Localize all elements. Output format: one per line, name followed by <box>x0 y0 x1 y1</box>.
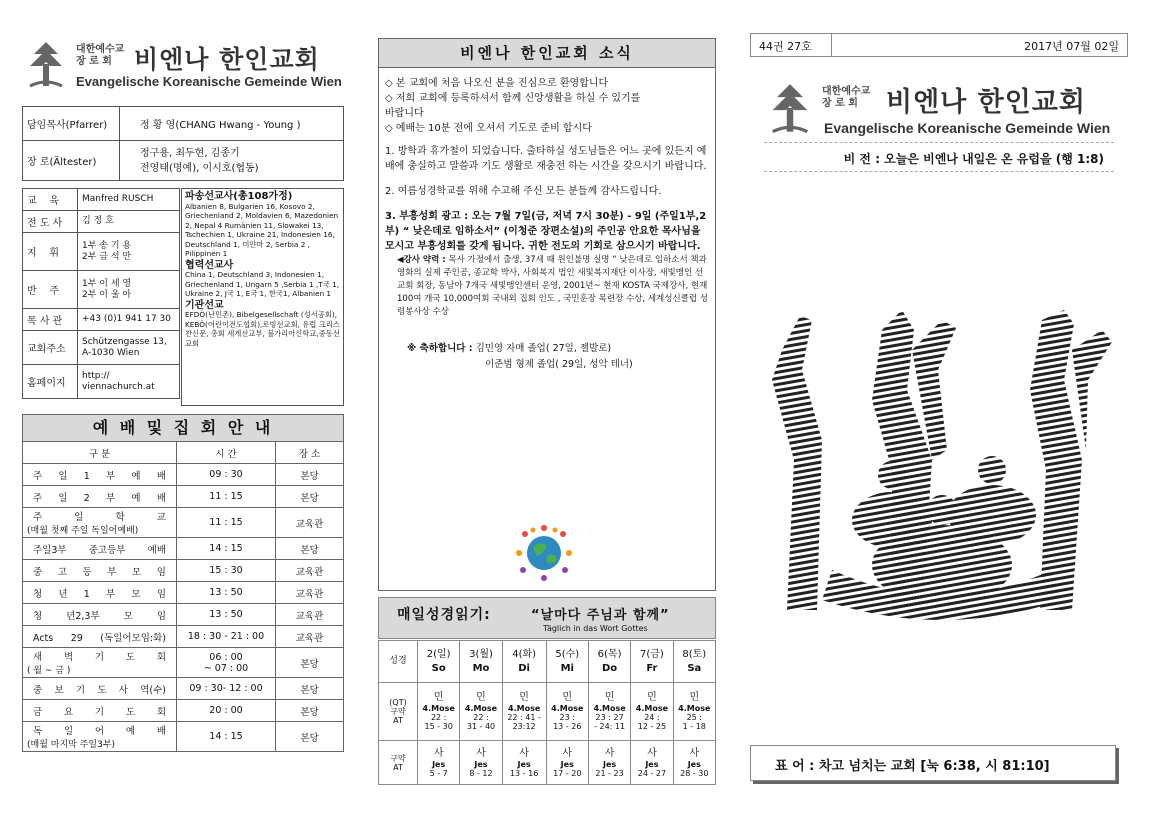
service-time: 13 : 50 <box>177 582 276 604</box>
reading-day-ko: 2(일) <box>426 648 451 660</box>
reading-cell <box>502 683 546 741</box>
role-value: Manfred RUSCH <box>78 189 180 211</box>
news-intro-2: ◇ 저희 교회에 등록하셔서 함께 신앙생활을 하실 수 있기를 <box>385 93 641 104</box>
reading-cell-book-de: 4.Mose <box>635 704 669 713</box>
reading-cell-verses: 5 - 7 <box>429 768 448 778</box>
cover-logo-denomination-2: 장 로 회 <box>822 98 858 109</box>
service-time: 13 : 50 <box>177 604 276 626</box>
service-place: 본당 <box>276 538 344 560</box>
service-name <box>23 700 177 722</box>
reading-cell-book-de: Jes <box>603 759 617 769</box>
service-time: 09 : 30- 12 : 00 <box>177 678 276 700</box>
reading-cell-book-de: 4.Mose <box>422 704 455 713</box>
reading-cell <box>460 683 502 741</box>
support-missionary-title: 협력선교사 <box>185 259 234 271</box>
reading-cell-book-ko: 민 <box>433 692 444 703</box>
reading-day <box>673 641 715 683</box>
reading-day <box>418 641 460 683</box>
service-row <box>23 486 344 508</box>
reading-day-de: Do <box>602 662 618 674</box>
reading-cell-book-ko: 사 <box>689 747 700 759</box>
reading-cell-book-de: 4.Mose <box>593 704 626 713</box>
reading-day <box>502 641 546 683</box>
cover-illustration <box>742 310 1140 640</box>
service-name-sub: ( 월 ~ 금 ) <box>27 666 71 676</box>
news-item-3: 3. 부흥성회 광고 : 오는 7월 7일(금, 저녁 7시 30분) - 9일 (주일1부,2부) “ 낮은데로 임하소서” (이청준 장편소설)의 주인공 안요한 목사님을 모시고 부흥성회를 갖게 됩니다. 귀한 전도의 기회로 삼으시기 바랍니다. <box>385 211 707 252</box>
role-row <box>23 309 180 331</box>
role-row <box>23 233 180 271</box>
service-row <box>23 678 344 700</box>
news-item-2: 2. 여름성경학교를 위해 수고해 주신 모든 분들께 감사드립니다. <box>385 186 662 197</box>
congrats-1: 김민영 자매 졸업( 27일, 젤발로) <box>475 343 612 354</box>
reading-cell <box>546 741 588 785</box>
role-row <box>23 331 180 365</box>
tree-emblem-icon <box>22 40 70 90</box>
role-label: 교 육 <box>23 189 78 211</box>
reading-cell-book-ko: 사 <box>562 747 573 759</box>
service-name-sub: (매월 마지막 주일3부) <box>27 740 116 750</box>
services-header-time: 시 간 <box>177 442 276 464</box>
reading-cell-verses: 24 : 12 - 25 <box>637 713 667 731</box>
role-row <box>23 189 180 211</box>
news-intro-3: 바랍니다 <box>385 108 424 119</box>
service-name <box>23 722 177 752</box>
service-name <box>23 604 177 626</box>
reading-cell <box>546 683 588 741</box>
speaker-bio: 목사 가정에서 출생, 37세 때 원인불명 실명 “ 낮은데로 임하소서 책과 영화의 실제 주인공, 종교학 박사, 사회복지 법인 새빛복지재단 이사장, 새빛맹인 선교회 회장, 동남아 7개국 새빛맹인센터 운영, 2001년~ 현재 KOSTA 국제강사, 현재 100여 개국 10,000여회 국내외 집회 인도 , 국민훈장 목련장 수상, 세계성신클럽 성령봉사상 수상 <box>397 255 709 317</box>
service-row <box>23 626 344 648</box>
role-label: 목 사 관 <box>23 309 78 331</box>
news-title: 비엔나 한인교회 소식 <box>378 38 716 68</box>
services-header-kind: 구 분 <box>23 442 177 464</box>
reading-day-de: Sa <box>687 662 702 674</box>
elder-line-2: 전영태(명예), 이시호(협동) <box>140 162 259 174</box>
reading-day-ko: 5(수) <box>555 648 580 660</box>
service-place: 본당 <box>276 678 344 700</box>
service-row <box>23 604 344 626</box>
role-value[interactable]: http:// viennachurch.at <box>78 365 180 399</box>
reading-cell-verses: 22 : 15 - 30 <box>424 713 453 731</box>
service-name <box>23 678 177 700</box>
world-children-icon <box>513 520 575 582</box>
reading-cell-book-ko: 사 <box>476 747 486 759</box>
role-value: 1부 이 세 영 2부 이 울 아 <box>78 271 180 309</box>
service-name <box>23 560 177 582</box>
logo-church-name: 비엔나 한인교회 <box>134 45 320 74</box>
service-place: 교육관 <box>276 582 344 604</box>
services-header-place: 장 소 <box>276 442 344 464</box>
service-name-text: 청 년 1 부 모 임 <box>33 588 166 600</box>
service-time: 15 : 30 <box>177 560 276 582</box>
service-name-text: 주 일 학 교 <box>33 512 166 523</box>
service-place: 교육관 <box>276 560 344 582</box>
reading-row2-label: 구약 AT <box>379 741 418 785</box>
role-value: 김 정 호 <box>78 211 180 233</box>
reading-row1-label: (QT) 구약 AT <box>379 683 418 741</box>
reading-cell-verses: 24 - 27 <box>637 768 667 778</box>
service-place: 본당 <box>276 486 344 508</box>
cover-german-name: Evangelische Koreanische Gemeinde Wien <box>824 120 1111 136</box>
congrats-2: 이준범 형제 졸업( 29일, 성악 테너) <box>485 359 633 370</box>
pastor-value: 정 황 영(CHANG Hwang - Young ) <box>120 107 344 141</box>
cover-church-name: 비엔나 한인교회 <box>886 87 1086 118</box>
reading-cell-book-ko: 사 <box>433 747 444 759</box>
reading-cell-book-ko: 민 <box>519 692 529 703</box>
service-place: 교육관 <box>276 626 344 648</box>
reading-cell-verses: 25 : 1 - 18 <box>682 713 706 731</box>
reading-cell-book-de: Jes <box>687 759 701 769</box>
org-mission-list: EFDÖ(난민촌), Bibelgesellschaft (성서공회), KEBÖ(어린이전도협회),로빙선교회, 유럽 크리스찬신문, 총회 세계선교부, 불가리아신학교,중동선교회 <box>185 310 340 348</box>
reading-cell <box>588 683 630 741</box>
role-label: 반 주 <box>23 271 78 309</box>
reading-day-de: So <box>431 662 446 674</box>
reading-cell-verses: 13 - 16 <box>509 768 539 778</box>
tree-emblem-icon <box>764 82 816 136</box>
service-time: 14 : 15 <box>177 538 276 560</box>
reading-day-de: Mi <box>560 662 574 674</box>
reading-day-ko: 6(목) <box>597 648 622 660</box>
reading-day-de: Fr <box>646 662 658 674</box>
reading-cell <box>673 683 715 741</box>
service-time: 06 : 00 ~ 07 : 00 <box>177 648 276 678</box>
role-value: 1부 송 기 용 2부 금 석 만 <box>78 233 180 271</box>
reading-table <box>378 640 716 785</box>
service-row <box>23 700 344 722</box>
service-name-text: 독 일 어 예 배 <box>33 726 166 737</box>
service-name <box>23 626 177 648</box>
service-name-text: 주 일 1 부 예 배 <box>33 470 166 482</box>
reading-cell <box>673 741 715 785</box>
service-row <box>23 538 344 560</box>
service-place: 교육관 <box>276 604 344 626</box>
reading-cell-book-ko: 사 <box>604 747 615 759</box>
reading-cell-book-ko: 민 <box>689 692 700 703</box>
service-name <box>23 648 177 678</box>
motto-text: 표 어 : 차고 넘치는 교회 [눅 6:38, 시 81:10] <box>775 759 1050 774</box>
service-name-text: 금 요 기 도 회 <box>33 706 166 718</box>
org-mission-title: 기관선교 <box>185 299 224 311</box>
service-row <box>23 464 344 486</box>
vision-box <box>764 142 1114 172</box>
cover-logo <box>764 80 1124 140</box>
service-name-text: 청 년2,3부 모 임 <box>33 610 166 622</box>
logo-german-name: Evangelische Koreanische Gemeinde Wien <box>76 74 342 89</box>
reading-cell <box>502 741 546 785</box>
reading-day <box>546 641 588 683</box>
reading-cell-book-ko: 사 <box>647 747 657 759</box>
reading-cell <box>418 741 460 785</box>
role-value: Schützengasse 13, A-1030 Wien <box>78 331 180 365</box>
reading-day-ko: 8(토) <box>682 648 707 660</box>
reading-day-de: Mo <box>472 662 490 674</box>
elder-label: 장 로(Ältester) <box>23 141 120 181</box>
service-name-text: 중 고 등 부 모 임 <box>33 566 166 578</box>
issue-bar <box>750 33 1128 57</box>
service-row <box>23 722 344 752</box>
service-row <box>23 648 344 678</box>
service-name <box>23 486 177 508</box>
reading-cell-book-de: Jes <box>645 759 659 769</box>
reading-cell <box>631 741 673 785</box>
service-name-text: 주일3부 중고등부 예배 <box>33 544 166 556</box>
service-time: 11 : 15 <box>177 508 276 538</box>
service-row <box>23 508 344 538</box>
role-label: 전 도 사 <box>23 211 78 233</box>
logo-denomination-2: 장 로 회 <box>76 56 112 67</box>
reading-col-label: 성경 <box>379 641 418 683</box>
reading-cell-book-de: Jes <box>432 759 446 769</box>
service-name-text: 중 보 기 도 사 역(수) <box>33 684 166 696</box>
reading-cell-book-ko: 민 <box>647 692 657 703</box>
reading-cell-book-de: 4.Mose <box>508 704 541 713</box>
service-name <box>23 464 177 486</box>
service-place: 본당 <box>276 722 344 752</box>
sent-missionary-title: 파송선교사(총108가정) <box>185 191 293 202</box>
service-row <box>23 582 344 604</box>
reading-day-ko: 7(금) <box>640 648 664 660</box>
role-row <box>23 365 180 399</box>
roles-table <box>22 188 180 399</box>
service-time: 18 : 30 - 21 : 00 <box>177 626 276 648</box>
reading-cell-book-de: Jes <box>560 759 574 769</box>
service-name-text: 새 벽 기 도 회 <box>33 652 166 663</box>
news-intro-1: ◇ 본 교회에 처음 나오신 분을 진심으로 환영합니다 <box>385 78 609 89</box>
reading-cell-verses: 23 : 13 - 26 <box>553 713 582 731</box>
sent-missionary-list: Albanien 8, Bulgarien 16, Kosovo 2, Griechenland 2, Moldavien 6, Mazedonien 2, Nepal 4 Rumänien 11, Slowakei 13, Tschechien 1, Ukraine 21, Indonesien 16, Deutschland 1, 미얀마 2, Serbia 2 , Pilippinen 1 <box>185 201 339 258</box>
service-place: 본당 <box>276 464 344 486</box>
news-item-1: 1. 방학과 휴가철이 되었습니다. 출타하실 성도님들은 어느 곳에 있든지 예배에 충실하고 말씀과 기도 생활로 재충전 하는 시간을 갖으시기 바랍니다. <box>385 146 707 172</box>
news-box <box>378 67 716 591</box>
reading-day-ko: 3(월) <box>469 648 493 660</box>
services-table <box>22 441 344 752</box>
pastor-label: 담임목사(Pfarrer) <box>23 107 120 141</box>
reading-cell-book-ko: 사 <box>519 747 529 759</box>
role-row <box>23 271 180 309</box>
service-place: 교육관 <box>276 508 344 538</box>
reading-cell-book-ko: 민 <box>562 692 573 703</box>
reading-german: Täglich in das Wort Gottes <box>543 624 648 633</box>
service-place: 본당 <box>276 648 344 678</box>
service-name-text: Acts 29 (독일어모임:화) <box>33 632 166 644</box>
issue-date: 2017년 07월 02일 <box>1024 40 1119 53</box>
role-label: 홈페이지 <box>23 365 78 399</box>
reading-cell-verses: 23 : 27 - 24: 11 <box>594 713 626 731</box>
service-time: 14 : 15 <box>177 722 276 752</box>
vision-text: 비 전 : 오늘은 비엔나 내일은 온 유럽을 (행 1:8) <box>843 152 1104 166</box>
reading-cell <box>631 683 673 741</box>
reading-day <box>631 641 673 683</box>
motto-box <box>750 745 1116 781</box>
cover-logo-denomination-1: 대한예수교 <box>822 86 871 97</box>
reading-quote: “날마다 주님과 함께” <box>531 608 670 623</box>
service-time: 20 : 00 <box>177 700 276 722</box>
role-label: 교회주소 <box>23 331 78 365</box>
issue-number: 44권 27호 <box>759 40 812 53</box>
reading-cell <box>588 741 630 785</box>
role-value: +43 (0)1 941 17 30 <box>78 309 180 331</box>
reading-cell-book-de: 4.Mose <box>464 704 498 713</box>
reading-cell-verses: 8 - 12 <box>469 768 493 778</box>
mission-box <box>181 188 344 406</box>
reading-day <box>588 641 630 683</box>
reading-cell-verses: 22 : 41 - 23:12 <box>507 713 541 731</box>
service-place: 본당 <box>276 700 344 722</box>
support-missionary-list: China 1, Deutschland 3, Indonesien 1, Griechenland 1, Ungarn 5 ,Serbia 1 ,T국 1, Ukraine 2, J국 1, E국 1, 한국1, Albanien 1 <box>185 270 340 298</box>
staff-table <box>22 106 344 181</box>
role-label: 지 휘 <box>23 233 78 271</box>
reading-cell-book-de: Jes <box>474 759 488 769</box>
service-name <box>23 508 177 538</box>
reading-cell-book-de: 4.Mose <box>551 704 584 713</box>
service-row <box>23 560 344 582</box>
reading-cell-verses: 21 - 23 <box>595 768 624 778</box>
speaker-bio-label: ◀강사 약력 : <box>397 255 446 265</box>
reading-cell <box>460 741 502 785</box>
services-title: 예 배 및 집 회 안 내 <box>22 414 344 442</box>
reading-day-de: Di <box>518 662 530 674</box>
congrats-label: ※ 축하합니다 : <box>407 343 473 354</box>
news-intro-4: ◇ 예배는 10분 전에 오셔서 기도로 준비 합시다 <box>385 123 592 134</box>
service-name <box>23 538 177 560</box>
reading-cell-verses: 17 - 20 <box>553 768 582 778</box>
role-row <box>23 211 180 233</box>
church-logo <box>22 40 352 96</box>
service-name-text: 주 일 2 부 예 배 <box>33 492 166 504</box>
reading-title: 매일성경읽기: <box>397 607 491 623</box>
service-name-sub: (매월 첫째 주일 독일어예배) <box>27 526 139 536</box>
reading-cell <box>418 683 460 741</box>
service-name <box>23 582 177 604</box>
reading-header <box>378 597 716 639</box>
reading-cell-book-ko: 민 <box>476 692 486 703</box>
reading-day <box>460 641 502 683</box>
reading-cell-book-ko: 민 <box>604 692 615 703</box>
reading-day-ko: 4(화) <box>512 648 537 660</box>
reading-cell-book-de: Jes <box>517 759 531 769</box>
reading-cell-verses: 22 : 31 - 40 <box>466 713 496 731</box>
service-time: 11 : 15 <box>177 486 276 508</box>
logo-denomination-1: 대한예수교 <box>76 44 125 55</box>
reading-cell-verses: 28 - 30 <box>680 768 709 778</box>
service-time: 09 : 30 <box>177 464 276 486</box>
reading-cell-book-de: 4.Mose <box>678 704 711 713</box>
elder-line-1: 정구용, 최두현, 김종기 <box>140 147 240 159</box>
